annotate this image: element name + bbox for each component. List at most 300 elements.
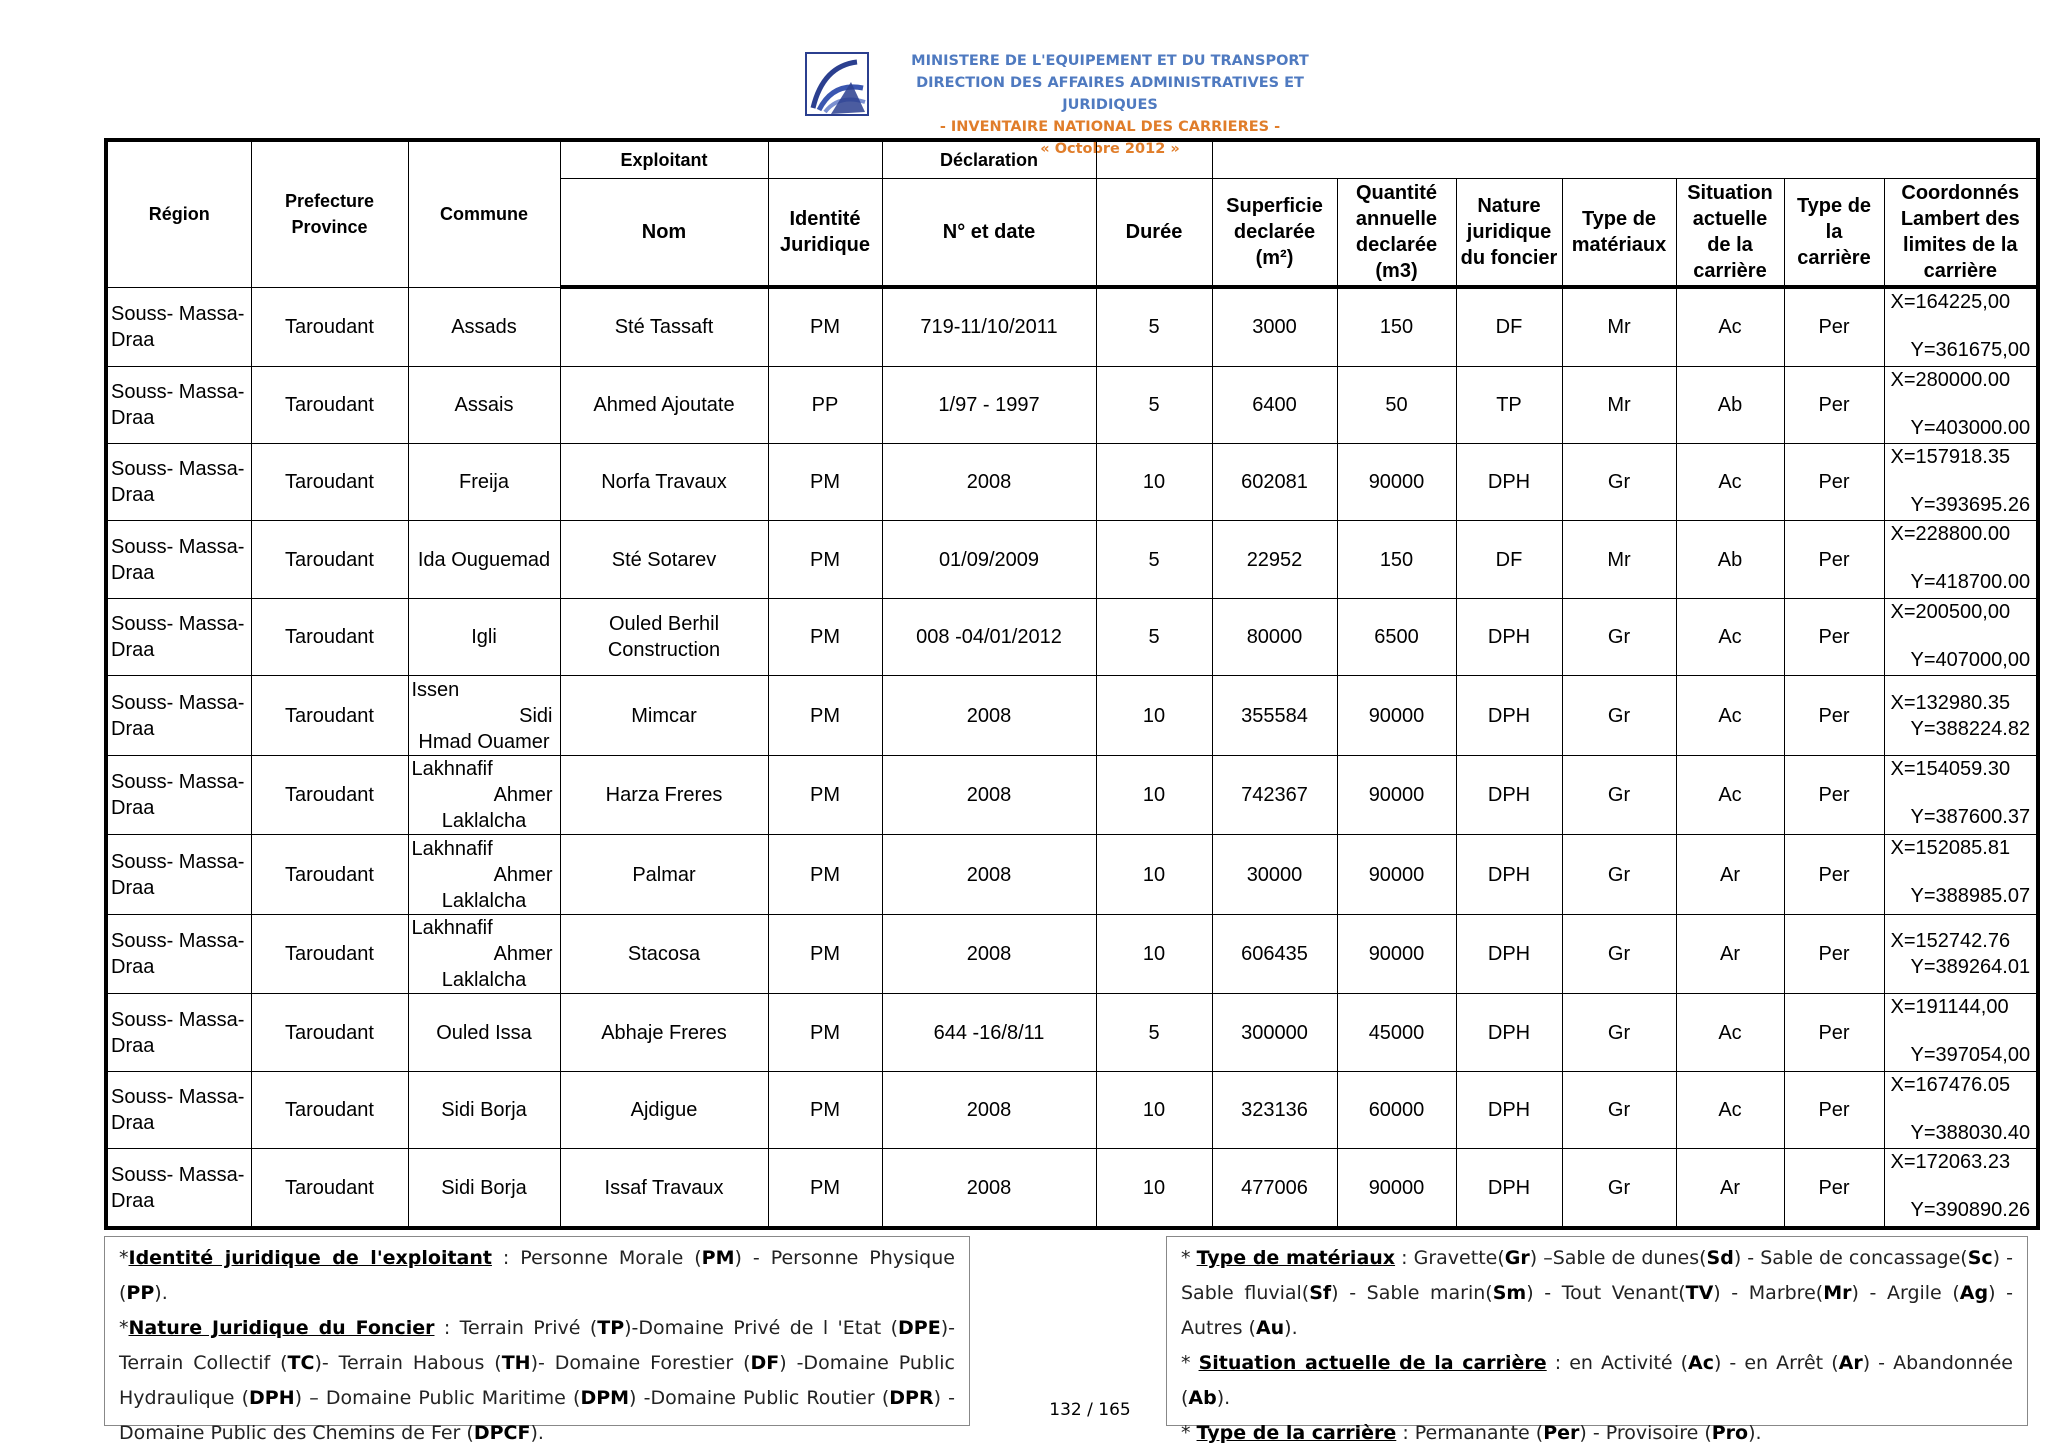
legend-text: ) –Sable de dunes( xyxy=(1529,1247,1707,1269)
legend-text: * xyxy=(1181,1352,1199,1374)
cell-type-carriere: Per xyxy=(1784,994,1884,1071)
cell-identite: PM xyxy=(768,287,882,366)
cell-duree: 10 xyxy=(1096,1149,1212,1228)
cell-superficie: 6400 xyxy=(1212,366,1337,443)
legend-code: Sc xyxy=(1967,1247,1993,1269)
cell-commune: Assais xyxy=(408,366,560,443)
col-commune: Commune xyxy=(408,140,560,287)
cell-region: Souss- Massa-Draa xyxy=(106,1071,251,1148)
commune-part: Hmad Ouamer xyxy=(418,730,550,753)
cell-region: Souss- Massa-Draa xyxy=(106,1149,251,1228)
cell-region: Souss- Massa-Draa xyxy=(106,443,251,520)
cell-type-materiaux: Mr xyxy=(1562,287,1676,366)
cell-nature: DPH xyxy=(1456,914,1562,994)
cell-superficie: 602081 xyxy=(1212,443,1337,520)
coord-y: Y=361675,00 xyxy=(1910,339,2031,361)
legend-type-materiaux xyxy=(1181,1241,2013,1346)
cell-commune: Ouled Issa xyxy=(408,994,560,1071)
cell-identite: PM xyxy=(768,1149,882,1228)
cell-commune xyxy=(408,755,560,835)
legend-situation xyxy=(1181,1346,2013,1416)
legend-text: : Permanante ( xyxy=(1396,1422,1544,1444)
cell-region: Souss- Massa-Draa xyxy=(106,994,251,1071)
col-situation: Situation actuelle de la carrière xyxy=(1676,179,1784,288)
legend-code: Mr xyxy=(1823,1282,1852,1304)
cell-coordonnees xyxy=(1884,994,2038,1071)
legend-code: PM xyxy=(701,1247,735,1269)
cell-identite: PM xyxy=(768,443,882,520)
cell-nom: Issaf Travaux xyxy=(560,1149,768,1228)
coord-y: Y=403000.00 xyxy=(1910,416,2031,439)
legend-text: ). xyxy=(1284,1317,1298,1339)
cell-nom: Mimcar xyxy=(560,676,768,756)
commune-part: Issen xyxy=(411,678,460,701)
table-row xyxy=(106,914,2038,994)
cell-prefecture: Taroudant xyxy=(251,1071,408,1148)
cell-commune: Freija xyxy=(408,443,560,520)
cell-coordonnees xyxy=(1884,755,2038,835)
legend-code: DPH xyxy=(249,1387,295,1409)
cell-nom: Sté Tassaft xyxy=(560,287,768,366)
coord-y: Y=390890.26 xyxy=(1910,1199,2031,1222)
cell-coordonnees xyxy=(1884,443,2038,520)
cell-type-materiaux: Gr xyxy=(1562,598,1676,675)
cell-situation: Ac xyxy=(1676,598,1784,675)
cell-nom: Norfa Travaux xyxy=(560,443,768,520)
legend-text: ) - Sable de concassage( xyxy=(1733,1247,1968,1269)
group-header-row xyxy=(106,140,2038,179)
header-date: « Octobre 2012 » xyxy=(1040,141,1180,157)
col-numero: N° et date xyxy=(882,179,1096,288)
cell-nature: DPH xyxy=(1456,598,1562,675)
legend-code: TP xyxy=(597,1317,625,1339)
commune-part: Laklalcha xyxy=(441,889,527,912)
legend-text: : Personne Morale ( xyxy=(491,1247,702,1269)
legend-code: DPE xyxy=(898,1317,941,1339)
coord-x: X=200500,00 xyxy=(1890,600,2011,623)
cell-quantite: 90000 xyxy=(1337,835,1456,915)
cell-quantite: 90000 xyxy=(1337,755,1456,835)
cell-nature: DF xyxy=(1456,287,1562,366)
coord-y: Y=388224.82 xyxy=(1910,717,2031,740)
cell-identite: PM xyxy=(768,1071,882,1148)
table-row xyxy=(106,287,2038,366)
legend-term: Situation actuelle de la carrière xyxy=(1198,1352,1547,1374)
cell-numero: 2008 xyxy=(882,755,1096,835)
cell-situation: Ac xyxy=(1676,443,1784,520)
legend-code: TH xyxy=(501,1352,531,1374)
legend-left xyxy=(104,1236,970,1444)
cell-prefecture: Taroudant xyxy=(251,755,408,835)
cell-duree: 5 xyxy=(1096,598,1212,675)
legend-text: : en Activité ( xyxy=(1546,1352,1688,1374)
legend-code: Sf xyxy=(1309,1282,1332,1304)
cell-region: Souss- Massa-Draa xyxy=(106,914,251,994)
cell-commune: Assads xyxy=(408,287,560,366)
table-row xyxy=(106,366,2038,443)
legend-code: Per xyxy=(1543,1422,1580,1444)
cell-commune: Ida Ouguemad xyxy=(408,521,560,598)
legend-text: : Gravette( xyxy=(1395,1247,1505,1269)
cell-superficie: 477006 xyxy=(1212,1149,1337,1228)
commune-part: Ahmer xyxy=(493,863,553,886)
legend-code: TV xyxy=(1685,1282,1714,1304)
cell-nature: DF xyxy=(1456,521,1562,598)
header-direction: DIRECTION DES AFFAIRES ADMINISTRATIVES ET JURIDIQUES xyxy=(916,75,1304,113)
cell-situation: Ab xyxy=(1676,521,1784,598)
cell-prefecture: Taroudant xyxy=(251,598,408,675)
cell-prefecture: Taroudant xyxy=(251,521,408,598)
commune-part: Ahmer xyxy=(493,943,553,966)
cell-situation: Ac xyxy=(1676,755,1784,835)
legend-term: Identité juridique de l'exploitant xyxy=(128,1247,492,1269)
col-nom: Nom xyxy=(560,179,768,288)
coord-y: Y=397054,00 xyxy=(1910,1044,2031,1067)
cell-region: Souss- Massa-Draa xyxy=(106,835,251,915)
legend-code: Ab xyxy=(1188,1387,1217,1409)
cell-nature: DPH xyxy=(1456,676,1562,756)
cell-superficie: 80000 xyxy=(1212,598,1337,675)
legend-code: Ar xyxy=(1838,1352,1863,1374)
coord-y: Y=393695.26 xyxy=(1910,493,2031,516)
cell-nature: TP xyxy=(1456,366,1562,443)
legend-code: Ac xyxy=(1687,1352,1714,1374)
cell-nom: Palmar xyxy=(560,835,768,915)
cell-nom: Abhaje Freres xyxy=(560,994,768,1071)
commune-part: Lakhnafif xyxy=(411,837,493,860)
cell-duree: 10 xyxy=(1096,1071,1212,1148)
cell-quantite: 6500 xyxy=(1337,598,1456,675)
table-row xyxy=(106,443,2038,520)
commune-part: Sidi xyxy=(519,704,553,727)
coord-y: Y=387600.37 xyxy=(1910,805,2031,828)
cell-numero: 2008 xyxy=(882,1071,1096,1148)
coord-y: Y=407000,00 xyxy=(1910,648,2031,671)
cell-quantite: 60000 xyxy=(1337,1071,1456,1148)
cell-quantite: 90000 xyxy=(1337,676,1456,756)
cell-situation: Ab xyxy=(1676,366,1784,443)
header-ministry: MINISTERE DE L'EQUIPEMENT ET DU TRANSPORT xyxy=(911,53,1309,69)
cell-type-materiaux: Gr xyxy=(1562,835,1676,915)
legend-code: DPCF xyxy=(473,1422,531,1444)
cell-quantite: 90000 xyxy=(1337,443,1456,520)
ministry-logo-icon xyxy=(805,52,869,116)
cell-type-carriere: Per xyxy=(1784,676,1884,756)
cell-nature: DPH xyxy=(1456,1149,1562,1228)
page-number: 132 / 165 xyxy=(1049,1400,1131,1420)
cell-superficie: 355584 xyxy=(1212,676,1337,756)
cell-prefecture: Taroudant xyxy=(251,366,408,443)
legend-code: Au xyxy=(1255,1317,1285,1339)
cell-commune: Igli xyxy=(408,598,560,675)
cell-type-carriere: Per xyxy=(1784,366,1884,443)
cell-region: Souss- Massa-Draa xyxy=(106,598,251,675)
cell-quantite: 150 xyxy=(1337,521,1456,598)
cell-nature: DPH xyxy=(1456,1071,1562,1148)
cell-prefecture: Taroudant xyxy=(251,1149,408,1228)
group-exploitant: Exploitant xyxy=(560,140,768,179)
col-region: Région xyxy=(106,140,251,287)
legend-text: ) - en Arrêt ( xyxy=(1713,1352,1839,1374)
cell-superficie: 742367 xyxy=(1212,755,1337,835)
cell-quantite: 90000 xyxy=(1337,914,1456,994)
group-empty-2 xyxy=(1096,140,1212,179)
legend-text: ) -Domaine Public Routier ( xyxy=(629,1387,890,1409)
cell-identite: PP xyxy=(768,366,882,443)
group-declaration: Déclaration xyxy=(882,140,1096,179)
cell-superficie: 3000 xyxy=(1212,287,1337,366)
cell-superficie: 323136 xyxy=(1212,1071,1337,1148)
cell-duree: 10 xyxy=(1096,676,1212,756)
cell-numero: 2008 xyxy=(882,676,1096,756)
col-superficie: Superficie declarée (m²) xyxy=(1212,179,1337,288)
cell-numero: 2008 xyxy=(882,1149,1096,1228)
cell-numero: 01/09/2009 xyxy=(882,521,1096,598)
cell-region: Souss- Massa-Draa xyxy=(106,366,251,443)
commune-part: Lakhnafif xyxy=(411,758,493,781)
table-row xyxy=(106,676,2038,756)
table-row xyxy=(106,1149,2038,1228)
cell-numero: 2008 xyxy=(882,914,1096,994)
cell-duree: 10 xyxy=(1096,914,1212,994)
cell-type-carriere: Per xyxy=(1784,1149,1884,1228)
coord-x: X=132980.35 xyxy=(1890,691,2011,714)
col-coordonnees: Coordonnés Lambert des limites de la carrière xyxy=(1884,179,2038,288)
cell-type-carriere: Per xyxy=(1784,521,1884,598)
legend-code: Gr xyxy=(1504,1247,1530,1269)
cell-type-materiaux: Mr xyxy=(1562,366,1676,443)
cell-type-carriere: Per xyxy=(1784,755,1884,835)
cell-prefecture: Taroudant xyxy=(251,835,408,915)
legend-term: Nature Juridique du Foncier xyxy=(128,1317,435,1339)
cell-nature: DPH xyxy=(1456,443,1562,520)
cell-nom: Stacosa xyxy=(560,914,768,994)
legend-text: : Terrain Privé ( xyxy=(434,1317,598,1339)
cell-duree: 10 xyxy=(1096,835,1212,915)
cell-type-materiaux: Gr xyxy=(1562,994,1676,1071)
legend-term: Type de matériaux xyxy=(1196,1247,1396,1269)
cell-coordonnees xyxy=(1884,598,2038,675)
cell-situation: Ar xyxy=(1676,914,1784,994)
commune-part: Laklalcha xyxy=(441,969,527,992)
cell-commune xyxy=(408,676,560,756)
cell-prefecture: Taroudant xyxy=(251,676,408,756)
cell-region: Souss- Massa-Draa xyxy=(106,676,251,756)
cell-prefecture: Taroudant xyxy=(251,914,408,994)
cell-coordonnees xyxy=(1884,366,2038,443)
cell-nom: Ouled Berhil Construction xyxy=(560,598,768,675)
cell-duree: 5 xyxy=(1096,521,1212,598)
col-prefecture: Prefecture Province xyxy=(251,140,408,287)
header-inventory: - INVENTAIRE NATIONAL DES CARRIERES - xyxy=(939,119,1281,135)
legend-text: ) - Tout Venant( xyxy=(1526,1282,1686,1304)
cell-duree: 5 xyxy=(1096,994,1212,1071)
legend-text: ). xyxy=(530,1422,544,1444)
table-row xyxy=(106,755,2038,835)
cell-nom: Ajdigue xyxy=(560,1071,768,1148)
coord-x: X=172063.23 xyxy=(1890,1151,2011,1174)
legend-right xyxy=(1166,1236,2028,1444)
cell-type-carriere: Per xyxy=(1784,598,1884,675)
coord-x: X=228800.00 xyxy=(1890,523,2011,546)
cell-commune: Sidi Borja xyxy=(408,1071,560,1148)
table-row xyxy=(106,521,2038,598)
legend-text: ) - Marbre( xyxy=(1713,1282,1824,1304)
cell-numero: 1/97 - 1997 xyxy=(882,366,1096,443)
cell-identite: PM xyxy=(768,521,882,598)
legend-code: DPM xyxy=(580,1387,630,1409)
legend-text: ) - Provisoire ( xyxy=(1579,1422,1712,1444)
cell-nom: Sté Sotarev xyxy=(560,521,768,598)
legend-text: ) - Domaine Public des Chemins de Fer ( xyxy=(119,1387,956,1444)
cell-prefecture: Taroudant xyxy=(251,287,408,366)
cell-superficie: 22952 xyxy=(1212,521,1337,598)
cell-coordonnees xyxy=(1884,1071,2038,1148)
legend-code: DPR xyxy=(889,1387,934,1409)
table-row xyxy=(106,1071,2038,1148)
cell-nature: DPH xyxy=(1456,994,1562,1071)
cell-numero: 644 -16/8/11 xyxy=(882,994,1096,1071)
cell-commune xyxy=(408,914,560,994)
cell-nature: DPH xyxy=(1456,835,1562,915)
cell-situation: Ar xyxy=(1676,835,1784,915)
coord-x: X=154059.30 xyxy=(1890,757,2011,780)
legend-text: )- Domaine Forestier ( xyxy=(530,1352,751,1374)
cell-duree: 5 xyxy=(1096,287,1212,366)
coord-x: X=191144,00 xyxy=(1890,996,2009,1019)
commune-part: Ahmer xyxy=(493,784,553,807)
legend-text: ) -Domaine Public Hydraulique ( xyxy=(119,1352,955,1409)
cell-numero: 719-11/10/2011 xyxy=(882,287,1096,366)
cell-quantite: 45000 xyxy=(1337,994,1456,1071)
cell-numero: 2008 xyxy=(882,835,1096,915)
legend-code: Pro xyxy=(1711,1422,1749,1444)
legend-text: ). xyxy=(1216,1387,1231,1409)
legend-text: * xyxy=(119,1317,129,1339)
cell-identite: PM xyxy=(768,676,882,756)
legend-term: Type de la carrière xyxy=(1196,1422,1397,1444)
legend-text: ) - Personne Physique ( xyxy=(119,1247,955,1304)
coord-y: Y=388985.07 xyxy=(1910,885,2031,908)
legend-nature-foncier xyxy=(119,1311,955,1451)
cell-coordonnees xyxy=(1884,676,2038,756)
cell-type-carriere: Per xyxy=(1784,1071,1884,1148)
legend-text: * xyxy=(1181,1247,1197,1269)
cell-quantite: 50 xyxy=(1337,366,1456,443)
coord-x: X=280000.00 xyxy=(1890,368,2011,391)
cell-coordonnees xyxy=(1884,835,2038,915)
cell-type-carriere: Per xyxy=(1784,287,1884,366)
coord-x: X=157918.35 xyxy=(1890,445,2011,468)
cell-region: Souss- Massa-Draa xyxy=(106,287,251,366)
cell-identite: PM xyxy=(768,598,882,675)
table-row xyxy=(106,994,2038,1071)
coord-x: X=167476.05 xyxy=(1890,1073,2011,1096)
legend-text: ). xyxy=(1748,1422,1762,1444)
group-empty-1 xyxy=(768,140,882,179)
cell-type-carriere: Per xyxy=(1784,835,1884,915)
legend-type-carriere xyxy=(1181,1416,2013,1451)
cell-situation: Ar xyxy=(1676,1149,1784,1228)
col-nature: Nature juridique du foncier xyxy=(1456,179,1562,288)
legend-text: ) - Sable fluvial( xyxy=(1181,1247,2014,1304)
cell-coordonnees xyxy=(1884,914,2038,994)
col-quantite: Quantité annuelle declarée (m3) xyxy=(1337,179,1456,288)
cell-type-materiaux: Gr xyxy=(1562,443,1676,520)
legend-text: * xyxy=(1181,1422,1197,1444)
legend-text: * xyxy=(119,1247,129,1269)
cell-prefecture: Taroudant xyxy=(251,994,408,1071)
legend-text: )- Terrain Habous ( xyxy=(314,1352,502,1374)
legend-text: )-Terrain Collectif ( xyxy=(119,1317,955,1374)
legend-text: ) - Argile ( xyxy=(1851,1282,1960,1304)
col-type-carriere: Type de la carrière xyxy=(1784,179,1884,288)
table-row xyxy=(106,598,2038,675)
cell-superficie: 606435 xyxy=(1212,914,1337,994)
cell-situation: Ac xyxy=(1676,287,1784,366)
cell-quantite: 90000 xyxy=(1337,1149,1456,1228)
legend-text: ). xyxy=(154,1282,168,1304)
legend-code: DF xyxy=(750,1352,780,1374)
cell-identite: PM xyxy=(768,914,882,994)
cell-duree: 10 xyxy=(1096,443,1212,520)
legend-text: ) - Abandonnée ( xyxy=(1181,1352,2013,1409)
quarries-table xyxy=(104,138,2040,1230)
coord-x: X=164225,00 xyxy=(1890,291,2011,313)
cell-identite: PM xyxy=(768,755,882,835)
cell-commune: Sidi Borja xyxy=(408,1149,560,1228)
cell-situation: Ac xyxy=(1676,1071,1784,1148)
legend-text: )-Domaine Privé de l 'Etat ( xyxy=(624,1317,899,1339)
cell-region: Souss- Massa-Draa xyxy=(106,755,251,835)
commune-part: Laklalcha xyxy=(441,810,527,833)
cell-identite: PM xyxy=(768,994,882,1071)
cell-numero: 008 -04/01/2012 xyxy=(882,598,1096,675)
legend-code: TC xyxy=(287,1352,315,1374)
cell-situation: Ac xyxy=(1676,994,1784,1071)
legend-text: ) - Autres ( xyxy=(1181,1282,2013,1339)
col-identite: Identité Juridique xyxy=(768,179,882,288)
cell-superficie: 30000 xyxy=(1212,835,1337,915)
coord-y: Y=389264.01 xyxy=(1910,956,2031,979)
legend-text: ) - Sable marin( xyxy=(1331,1282,1493,1304)
cell-region: Souss- Massa-Draa xyxy=(106,521,251,598)
legend-code: Ag xyxy=(1959,1282,1989,1304)
col-type-materiaux: Type de matériaux xyxy=(1562,179,1676,288)
cell-nom: Ahmed Ajoutate xyxy=(560,366,768,443)
cell-quantite: 150 xyxy=(1337,287,1456,366)
table-body xyxy=(106,287,2038,1228)
cell-prefecture: Taroudant xyxy=(251,443,408,520)
cell-duree: 5 xyxy=(1096,366,1212,443)
legend-code: Sm xyxy=(1492,1282,1527,1304)
cell-type-carriere: Per xyxy=(1784,914,1884,994)
legend-code: Sd xyxy=(1706,1247,1734,1269)
cell-type-materiaux: Gr xyxy=(1562,755,1676,835)
cell-type-materiaux: Gr xyxy=(1562,1149,1676,1228)
cell-coordonnees xyxy=(1884,521,2038,598)
coord-y: Y=418700.00 xyxy=(1910,571,2031,594)
table-row xyxy=(106,835,2038,915)
cell-superficie: 300000 xyxy=(1212,994,1337,1071)
cell-type-carriere: Per xyxy=(1784,443,1884,520)
commune-part: Lakhnafif xyxy=(411,917,493,940)
group-empty-3 xyxy=(1212,140,2038,179)
coord-x: X=152742.76 xyxy=(1890,930,2011,953)
cell-type-materiaux: Gr xyxy=(1562,676,1676,756)
cell-commune xyxy=(408,835,560,915)
cell-nom: Harza Freres xyxy=(560,755,768,835)
